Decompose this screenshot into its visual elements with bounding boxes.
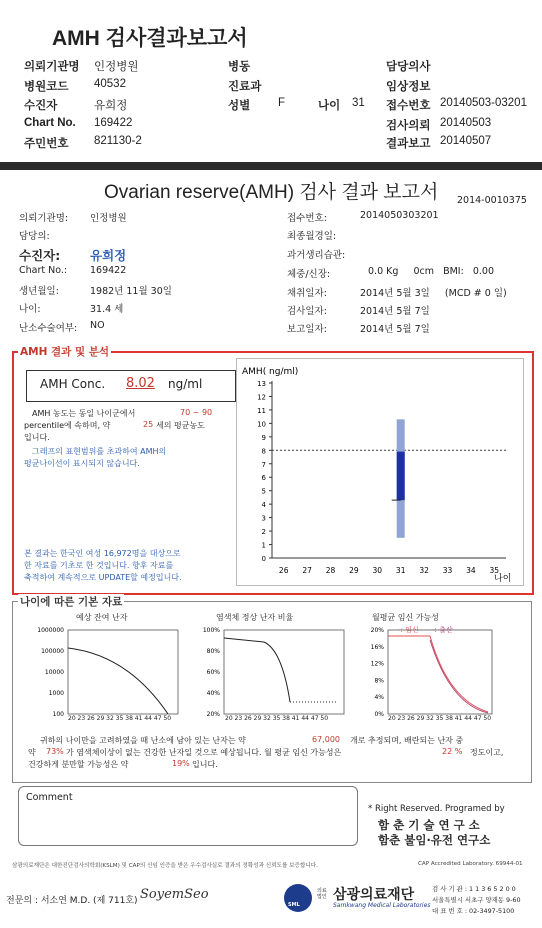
amh-x-tick-label: 34 <box>466 566 476 575</box>
amh-desc-1a: AMH 농도는 동일 나이군에서 <box>32 409 136 418</box>
summary-egg-count: 67,000 <box>312 735 340 744</box>
amh-desc-5: 평균나이선이 표시되지 않습니다. <box>24 459 140 468</box>
c2-y-tick: 100% <box>202 627 220 634</box>
address-1: 검 사 기 관 : 1 1 3 6 5 2 0 0 <box>432 885 516 893</box>
amh-y-tick-label: 7 <box>261 460 266 469</box>
summary-normal-rate: 73% <box>46 747 64 756</box>
c3-xticks: 20 23 26 29 32 35 38 41 44 47 50 <box>388 715 492 722</box>
value-age: 31 <box>352 97 365 109</box>
amh-conc-label: AMH Conc. <box>40 377 106 391</box>
label-result-report: 결과보고 <box>386 138 431 150</box>
r-value-weight: 0.0 Kg 0cm BMI: 0.00 <box>368 266 494 277</box>
amh-x-tick-label: 35 <box>489 566 500 575</box>
summary-birth-rate: 19% <box>172 759 190 768</box>
amh-desc-2c: 세의 평균농도 <box>156 421 205 430</box>
r-value-surgery: NO <box>90 320 105 331</box>
value-referral-org: 인정병원 <box>94 61 139 73</box>
amh-desc-3: 입니다. <box>24 433 50 442</box>
r-value-test-date: 2014년 5월 7일 <box>360 306 430 317</box>
c2-title: 염색체 정상 난자 비율 <box>216 613 294 622</box>
r-label-sample-date: 채취일자: <box>287 288 327 299</box>
amh-x-tick-label: 28 <box>325 566 336 575</box>
amh-iqr-bar <box>397 452 405 500</box>
c3-title: 월평균 임신 가능성 <box>372 613 439 622</box>
amh-y-tick-label: 9 <box>261 433 266 442</box>
c3-curve-birth <box>430 640 488 713</box>
amh-conc-value: 8.02 <box>126 376 155 391</box>
c1-curve <box>68 648 168 714</box>
report-title: Ovarian reserve(AMH) 검사 결과 보고서 <box>104 182 439 203</box>
top-title: AMH 검사결과보고서 <box>52 27 248 50</box>
value-test-request: 20140503 <box>440 117 492 129</box>
report-number: 2014-0010375 <box>457 195 527 206</box>
amh-chart-ylabel: AMH( ng/ml) <box>242 367 299 377</box>
c1-y-tick: 100 <box>52 711 64 718</box>
amh-x-tick-label: 27 <box>302 566 312 575</box>
value-patient: 유희정 <box>94 100 128 112</box>
summary-2e: 정도이고, <box>470 748 504 757</box>
amh-x-tick-label: 26 <box>278 566 289 575</box>
amh-y-tick-label: 6 <box>261 474 266 483</box>
c3-y-tick: 16% <box>370 643 384 651</box>
c1-y-tick: 1000 <box>48 690 64 697</box>
value-receipt-no: 20140503-03201 <box>440 97 527 109</box>
amh-x-tick-label: 31 <box>395 566 406 575</box>
amh-x-tick-label: 30 <box>372 566 383 575</box>
amh-equiv-age: 25 <box>143 420 154 429</box>
label-chart-no: Chart No. <box>24 117 76 129</box>
amh-note-3: 축적하여 계속적으로 UPDATE할 예정입니다. <box>24 573 182 582</box>
label-test-request: 검사의뢰 <box>386 120 431 132</box>
c3-y-tick: 8% <box>374 677 384 685</box>
r-label-patient: 수진자: <box>19 248 61 263</box>
c2-xticks: 20 23 26 29 32 35 38 41 44 47 50 <box>225 715 329 722</box>
value-chart-no: 169422 <box>94 117 133 129</box>
age-section-title: 나이에 따른 기본 자료 <box>20 596 123 608</box>
label-ward: 병동 <box>228 61 251 73</box>
c1-y-tick: 10000 <box>44 669 64 676</box>
doctor-sign: 전문의 : 서소연 M.D. (제 711호) <box>6 896 138 906</box>
summary-3c: 입니다. <box>192 760 218 769</box>
c2-y-tick: 40% <box>206 690 220 697</box>
c2-curve <box>224 638 290 702</box>
r-value-age: 31.4 세 <box>90 304 124 315</box>
c3-legend-a: -: 임신 <box>398 626 419 634</box>
label-age: 나이 <box>318 100 341 112</box>
r-label-chart: Chart No.: <box>19 265 68 276</box>
value-result-report: 20140507 <box>440 135 492 147</box>
c1-frame <box>68 630 178 714</box>
c2-y-tick: 20% <box>206 711 220 718</box>
label-referral-org: 의뢰기관명 <box>24 61 80 73</box>
sml-logo-mark: SML <box>288 902 300 908</box>
label-hospital-code: 병원코드 <box>24 81 69 93</box>
summary-2c: 가 염색체이상이 없는 건강한 난자일 것으로 예상됩니다. 월 평균 임신 가능성은 <box>66 748 342 757</box>
amh-conc-unit: ng/ml <box>168 377 203 391</box>
cert-text: 삼광의료재단은 대한진단검사의학회(KSLM) 및 CAP의 신임 인증을 받은 우수검사실로 결과의 정확성과 신뢰도를 보증합니다. <box>12 863 318 869</box>
value-resident-no: 821130-2 <box>94 135 142 147</box>
amh-y-tick-label: 3 <box>261 514 266 523</box>
label-resident-no: 주민번호 <box>24 138 69 150</box>
rights-text: * Right Reserved. Programed by <box>368 804 505 814</box>
r-value-org: 인정병원 <box>90 213 127 224</box>
amh-y-tick-label: 2 <box>261 528 266 537</box>
org-name-1: 함 춘 기 술 연 구 소 <box>378 818 480 832</box>
c1-title: 예상 잔여 난자 <box>76 613 128 622</box>
summary-1a: 귀하의 나이만을 고려하였을 때 난소에 남아 있는 난자는 약 <box>40 736 246 745</box>
label-receipt-no: 접수번호 <box>386 100 431 112</box>
amh-x-tick-label: 29 <box>349 566 359 575</box>
logo-name: 삼광의료재단 <box>333 887 415 903</box>
address-2: 서울특별시 서초구 양재동 9-60 <box>432 896 521 904</box>
r-label-test-date: 검사일자: <box>287 306 327 317</box>
c3-curve-pregnancy <box>388 636 488 712</box>
r-label-weight: 체중/신장: <box>287 269 331 280</box>
r-label-report-date: 보고일자: <box>287 324 327 335</box>
c2-y-tick: 80% <box>206 648 220 655</box>
amh-y-tick-label: 5 <box>261 487 266 496</box>
amh-chart <box>236 358 522 584</box>
label-doctor: 담당의사 <box>386 61 431 73</box>
r-label-age: 나이: <box>19 304 41 315</box>
value-hospital-code: 40532 <box>94 78 126 90</box>
address-3: 대 표 번 호 : 02-3497-5100 <box>432 907 515 915</box>
amh-y-tick-label: 11 <box>257 406 266 415</box>
c1-y-tick: 1000000 <box>37 627 64 634</box>
amh-y-tick-label: 13 <box>257 380 266 388</box>
r-value-patient: 유희정 <box>90 248 127 263</box>
r-label-org: 의뢰기관명: <box>19 213 69 224</box>
c3-legend-b: -: 출산 <box>432 626 453 634</box>
page-divider <box>0 162 542 170</box>
r-value-receipt: 2014050303201 <box>360 210 439 221</box>
summary-3a: 건강하게 분만할 가능성은 약 <box>28 760 129 769</box>
amh-desc-2a: percentile에 속하며, 약 <box>24 421 111 430</box>
r-value-chart: 169422 <box>90 265 127 276</box>
cap-text: CAP Accredited Laboratory. 69944-01 <box>418 861 523 867</box>
c3-y-tick: 12% <box>370 660 384 668</box>
summary-1c: 개로 추정되며, 배란되는 난자 중 <box>350 736 464 745</box>
value-sex: F <box>278 97 286 109</box>
c3-y-tick: 4% <box>374 694 384 702</box>
amh-y-tick-label: 12 <box>257 393 266 402</box>
c1-y-tick: 100000 <box>41 648 64 655</box>
amh-y-tick-label: 8 <box>261 447 266 456</box>
comment-label: Comment <box>26 792 73 803</box>
age-charts <box>12 620 530 730</box>
c1-xticks: 20 23 26 29 32 35 38 41 44 47 50 <box>68 715 172 722</box>
c3-y-tick: 20% <box>370 627 384 634</box>
amh-y-tick-label: 0 <box>261 555 266 563</box>
amh-x-tick-label: 33 <box>442 566 453 575</box>
amh-x-tick-label: 32 <box>419 566 429 575</box>
label-sex: 성별 <box>228 100 251 112</box>
c3-frame <box>388 630 492 714</box>
r-label-lmp: 최종월경일: <box>287 231 337 242</box>
label-department: 진료과 <box>228 81 262 93</box>
amh-percentile: 70 ~ 90 <box>180 408 213 417</box>
amh-y-tick-label: 4 <box>261 501 266 510</box>
amh-y-tick-label: 10 <box>257 420 266 429</box>
summary-pregnancy-rate: 22 % <box>442 747 463 756</box>
c2-y-tick: 60% <box>206 669 220 676</box>
logo-english: Samkwang Medical Laboratories <box>333 902 431 909</box>
r-label-surgery: 난소수술여부: <box>19 323 78 334</box>
org-name-2: 함춘 불임·유전 연구소 <box>378 833 491 847</box>
amh-section-title: AMH 결과 및 분석 <box>20 346 110 358</box>
r-label-history: 과거생리습관: <box>287 250 346 261</box>
label-patient: 수진자 <box>24 100 58 112</box>
logo-small-text: 의료법인 <box>317 888 327 900</box>
label-clinical-info: 임상정보 <box>386 81 431 93</box>
r-label-receipt: 접수번호: <box>287 213 327 224</box>
amh-desc-4: 그래프의 표현범위를 초과하여 AMH의 <box>32 447 167 456</box>
r-value-sample-date: 2014년 5월 3일 (MCD # 0 일) <box>360 288 507 299</box>
r-value-report-date: 2014년 5월 7일 <box>360 324 430 335</box>
amh-note-1: 본 결과는 한국인 여성 16,972명을 대상으로 <box>24 549 181 558</box>
signature: SoyemSeo <box>140 887 209 902</box>
amh-y-tick-label: 1 <box>261 541 266 550</box>
r-value-birth: 1982년 11월 30일 <box>90 286 172 297</box>
r-label-doctor: 담당의: <box>19 231 50 242</box>
amh-note-2: 한 자료를 기초로 한 것입니다. 향후 자료를 <box>24 561 174 570</box>
c3-y-tick: 0% <box>374 711 384 718</box>
amh-chart-xlabel: 나이 <box>494 574 512 584</box>
r-label-birth: 생년월일: <box>19 286 59 297</box>
summary-2a: 약 <box>28 748 36 757</box>
